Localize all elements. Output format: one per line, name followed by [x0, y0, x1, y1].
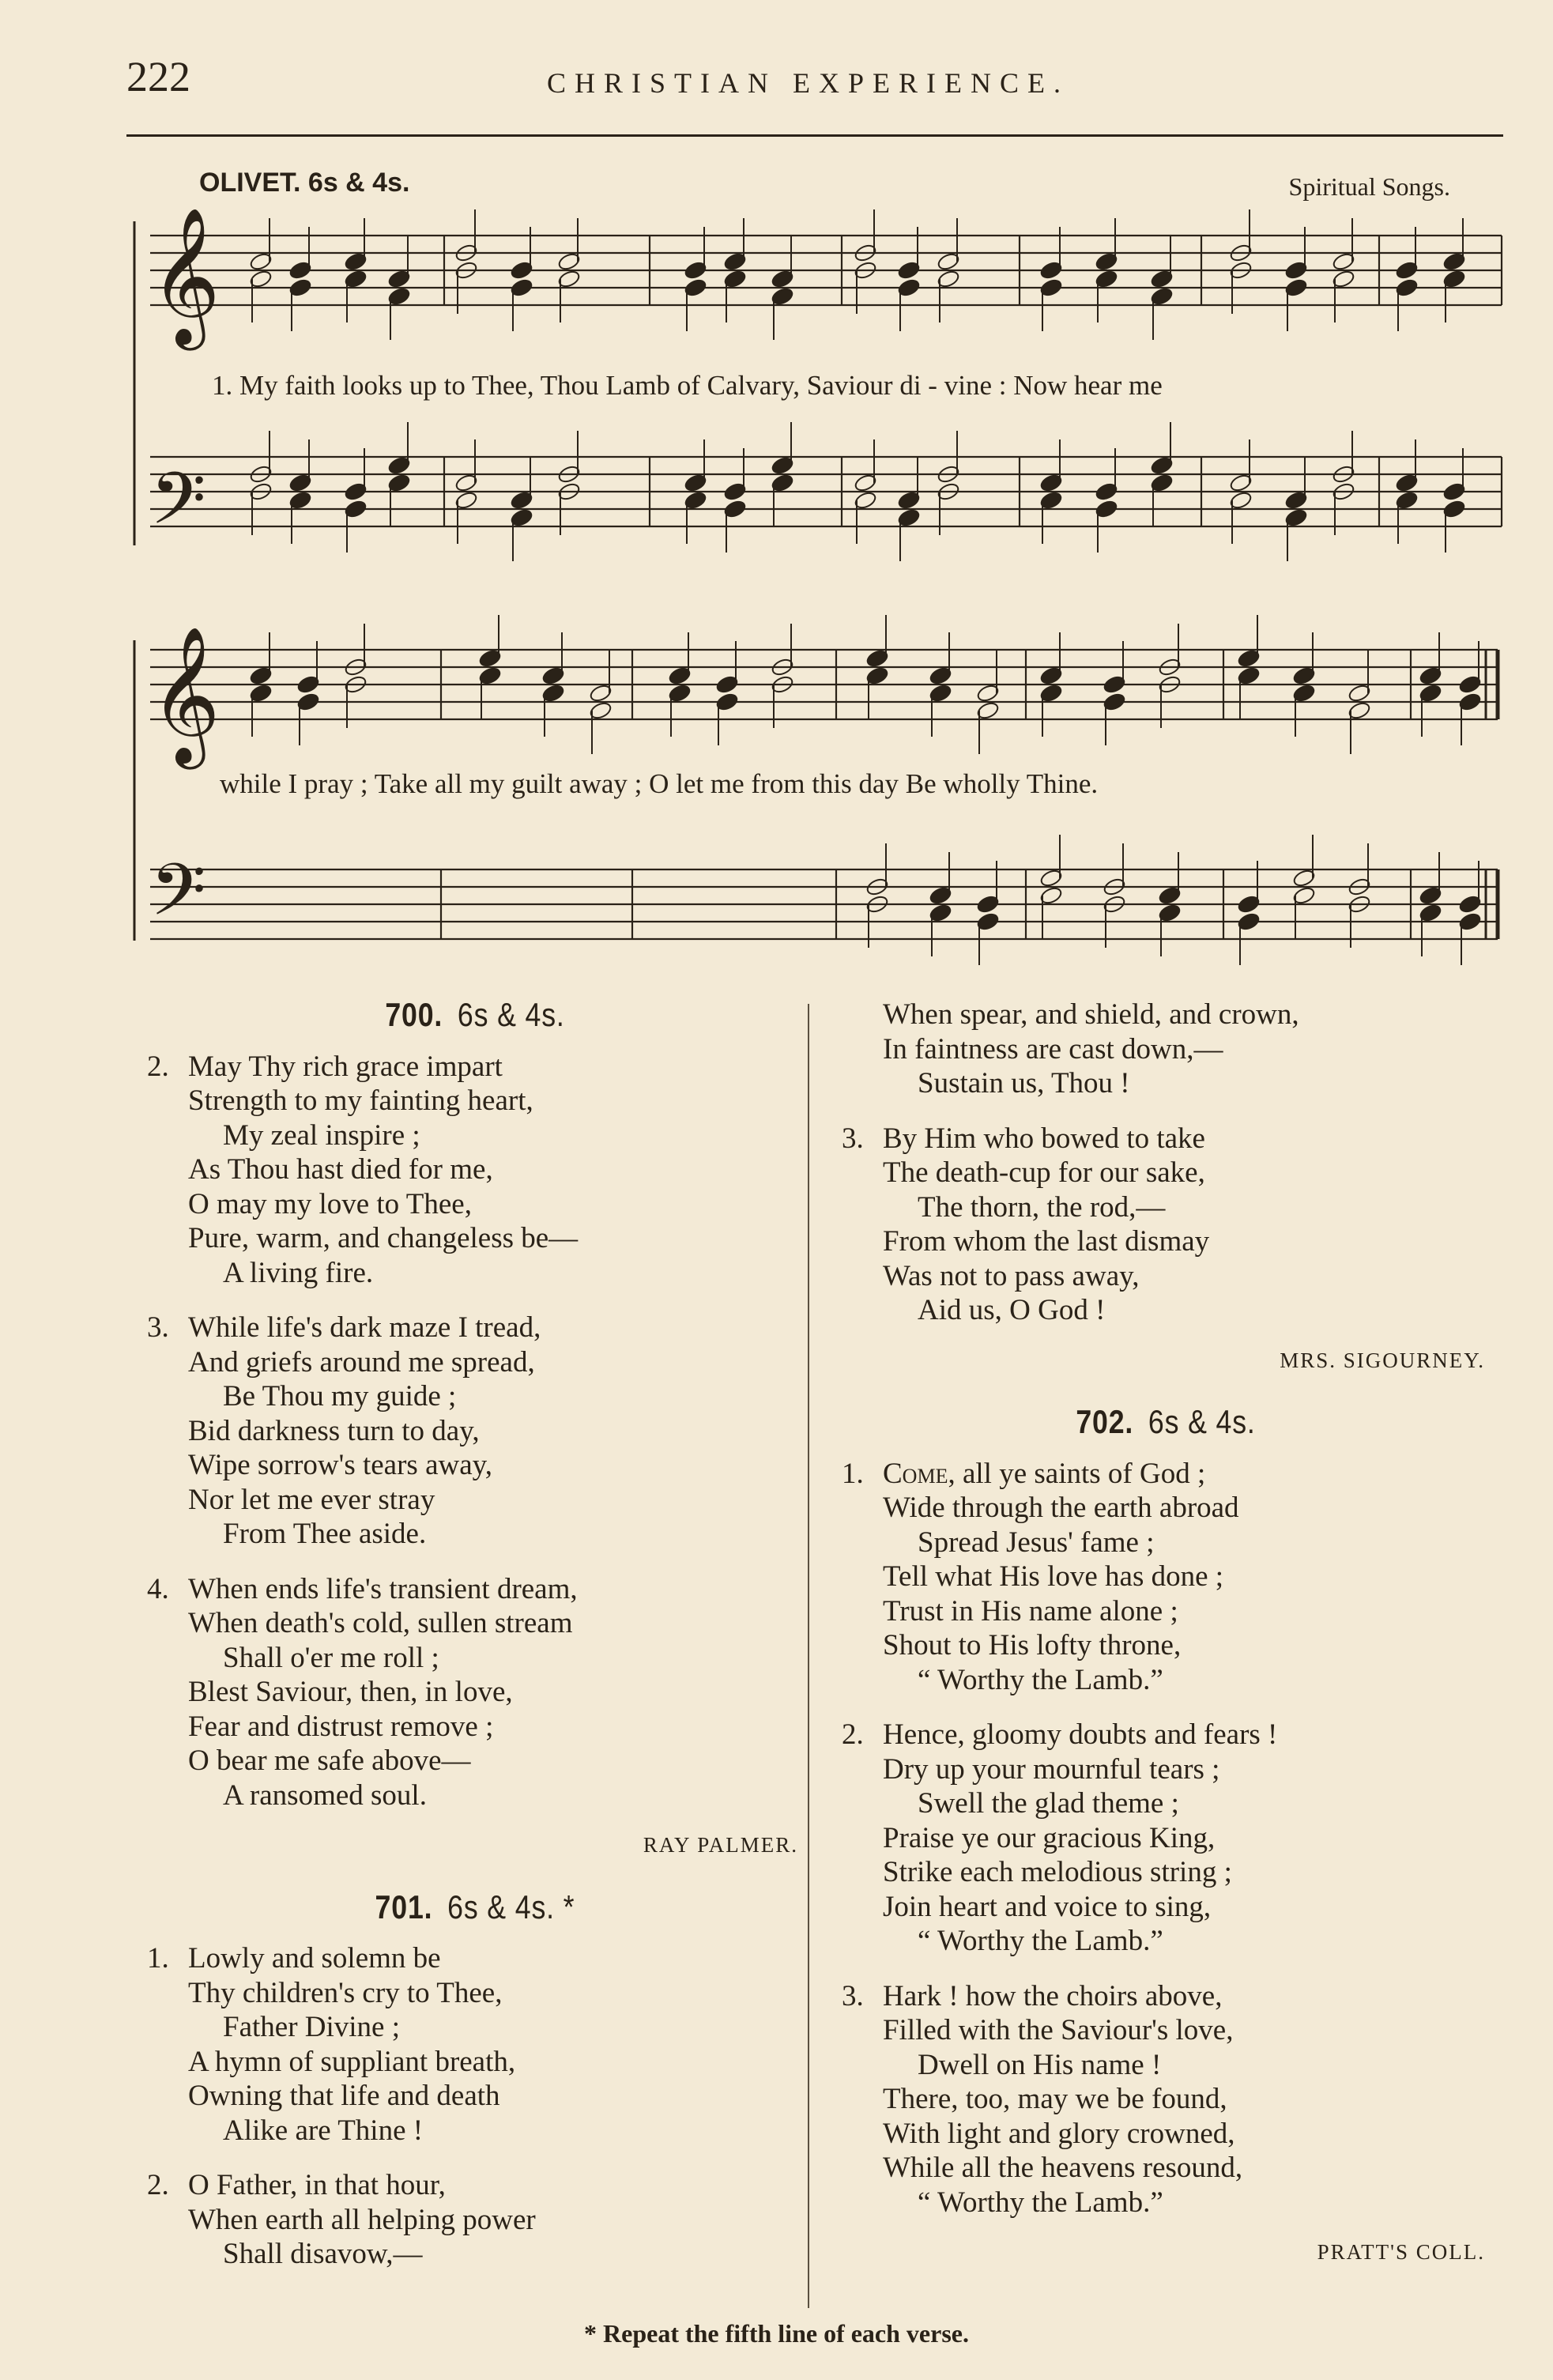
verse-line: In faintness are cast down,—	[883, 1032, 1223, 1066]
verse-line: Dwell on His name !	[918, 2048, 1162, 2081]
right-column	[842, 998, 1490, 2297]
verse-line: Bid darkness turn to day,	[188, 1414, 480, 1447]
tune-source: Spiritual Songs.	[1288, 172, 1450, 201]
running-title: CHRISTIAN EXPERIENCE.	[547, 67, 1069, 99]
page-number: 222	[126, 53, 190, 100]
verse-line: The death-cup for our sake,	[883, 1156, 1205, 1189]
verse-line: With light and glory crowned,	[883, 2117, 1235, 2150]
verse-line: Father Divine ;	[223, 2011, 401, 2043]
hymn-heading	[196, 998, 754, 1032]
hymn-meter: 6s & 4s.	[1148, 1403, 1256, 1440]
verse-line: Swell the glad theme ;	[918, 1787, 1179, 1820]
verse-line: Was not to pass away,	[883, 1259, 1140, 1292]
verse-line: Shall o'er me roll ;	[223, 1641, 439, 1674]
verse-line: O bear me safe above—	[188, 1744, 471, 1777]
verse-line: Strike each melodious string ;	[883, 1856, 1232, 1888]
verse-line: Nor let me ever stray	[188, 1483, 435, 1516]
hymn-meter: 6s & 4s. *	[447, 1888, 575, 1925]
verse-line: 3. Hark ! how the choirs above,	[842, 1979, 1223, 2012]
verse-line: When death's cold, sullen stream	[188, 1607, 573, 1639]
verse-line: Fear and distrust remove ;	[188, 1710, 494, 1743]
hymn-heading	[891, 1405, 1442, 1439]
stanza	[147, 2168, 803, 2272]
verse-line: 1. Lowly and solemn be	[147, 1942, 441, 1975]
verse-line: Aid us, O God !	[918, 1294, 1106, 1326]
stanza-number: 1.	[147, 1942, 169, 1975]
stanza	[842, 998, 1490, 1101]
verse-line: Praise ye our gracious King,	[883, 1821, 1216, 1854]
hymn-author: RAY PALMER.	[643, 1833, 798, 1857]
hymn-heading	[196, 1890, 754, 1925]
verse-line: Thy children's cry to Thee,	[188, 1976, 503, 2009]
verse-line: Wide through the earth abroad	[883, 1492, 1239, 1524]
stanza	[147, 1311, 803, 1552]
stanza-number: 3.	[147, 1311, 169, 1344]
stanza-number: 2.	[147, 2169, 169, 2201]
verse-line: Join heart and voice to sing,	[883, 1890, 1212, 1923]
hymn-number: 701.	[375, 1888, 433, 1925]
verse-line: As Thou hast died for me,	[188, 1153, 493, 1186]
stanza	[147, 1941, 803, 2148]
hymn-number: 700.	[385, 996, 443, 1033]
stanza	[842, 1718, 1490, 1959]
left-column	[147, 998, 803, 2292]
verse-line: 2. Hence, gloomy doubts and fears !	[842, 1718, 1278, 1751]
stanza	[147, 1572, 803, 1813]
verse-line: O may my love to Thee,	[188, 1187, 472, 1220]
tune-name: OLIVET. 6s & 4s.	[199, 168, 410, 198]
verse-line: The thorn, the rod,—	[918, 1190, 1166, 1224]
verse-line: A ransomed soul.	[223, 1778, 427, 1812]
small-caps-word: Come,	[883, 1457, 963, 1490]
verse-line: Sustain us, Thou !	[918, 1067, 1130, 1099]
stanza-number: 1.	[842, 1457, 864, 1490]
verse-line: 2. O Father, in that hour,	[147, 2169, 446, 2201]
verse-line: 4. When ends life's transient dream,	[147, 1572, 578, 1605]
verse-line: From whom the last dismay	[883, 1225, 1210, 1258]
verse-line: Owning that life and death	[188, 2080, 500, 2112]
verse-line: When spear, and shield, and crown,	[883, 998, 1299, 1031]
verse-line: “ Worthy the Lamb.”	[918, 1925, 1163, 1957]
stanza-number: 4.	[147, 1572, 169, 1605]
hymn-number: 702.	[1076, 1403, 1134, 1440]
lyrics-line-1: 1. My faith looks up to Thee, Thou Lamb of Calvary, Saviour di - vine : Now hear me	[212, 370, 1163, 401]
footnote: * Repeat the fifth line of each verse.	[584, 2319, 969, 2348]
verse-line: “ Worthy the Lamb.”	[918, 2186, 1163, 2219]
lyrics-line-2: while I pray ; Take all my guilt away ; O let me from this day Be wholly Thine.	[220, 768, 1099, 799]
stanza	[842, 1979, 1490, 2220]
hymn-author: MRS. SIGOURNEY.	[1280, 1348, 1485, 1372]
verse-line: “ Worthy the Lamb.”	[918, 1663, 1163, 1696]
stanza-number: 2.	[842, 1718, 864, 1751]
stanza-number: 2.	[147, 1050, 169, 1083]
treble-clef-icon: 𝄞	[150, 626, 221, 764]
verse-line: Shall disavow,—	[223, 2238, 423, 2270]
hymn-author: PRATT'S COLL.	[1317, 2240, 1485, 2264]
verse-line: A hymn of suppliant breath,	[188, 2045, 516, 2078]
verse-line: Tell what His love has done ;	[883, 1560, 1224, 1593]
verse-line: 3. By Him who bowed to take	[842, 1122, 1205, 1155]
verse-line: Blest Saviour, then, in love,	[188, 1676, 513, 1708]
treble-clef-icon: 𝄞	[150, 207, 221, 345]
verse-line: There, too, may we be found,	[883, 2083, 1227, 2115]
music-score	[0, 0, 1553, 980]
verse-line: Wipe sorrow's tears away,	[188, 1449, 492, 1481]
verse-line: Alike are Thine !	[223, 2114, 424, 2147]
stanza	[147, 1050, 803, 1291]
verse-line: 3. While life's dark maze I tread,	[147, 1311, 541, 1344]
verse-line: 2. May Thy rich grace impart	[147, 1050, 503, 1083]
stanza-number: 3.	[842, 1979, 864, 2012]
verse-line: Pure, warm, and changeless be—	[188, 1222, 579, 1254]
verse-line: Spread Jesus' fame ;	[918, 1526, 1155, 1559]
verse-line: 1. Come, all ye saints of God ;	[842, 1457, 1206, 1490]
verse-line: Filled with the Saviour's love,	[883, 2014, 1234, 2046]
stanza	[842, 1457, 1490, 1698]
hymn-meter: 6s & 4s.	[457, 996, 565, 1033]
bass-clef-icon: 𝄢	[150, 457, 206, 558]
stanza	[842, 1122, 1490, 1328]
verse-line: From Thee aside.	[223, 1518, 427, 1550]
verse-line: My zeal inspire ;	[223, 1118, 420, 1152]
verse-line: Shout to His lofty throne,	[883, 1629, 1182, 1661]
column-divider	[808, 1004, 809, 2308]
verse-line: While all the heavens resound,	[883, 2152, 1243, 2184]
verse-line: Trust in His name alone ;	[883, 1594, 1178, 1628]
verse-line: When earth all helping power	[188, 2203, 536, 2236]
verse-line: Strength to my fainting heart,	[188, 1084, 533, 1117]
verse-line: And griefs around me spread,	[188, 1345, 535, 1379]
verse-line: Dry up your mournful tears ;	[883, 1752, 1220, 1786]
verse-line: Be Thou my guide ;	[223, 1380, 457, 1413]
stanza-number: 3.	[842, 1122, 864, 1155]
bass-clef-icon: 𝄢	[150, 848, 206, 949]
verse-line: A living fire.	[223, 1256, 374, 1289]
